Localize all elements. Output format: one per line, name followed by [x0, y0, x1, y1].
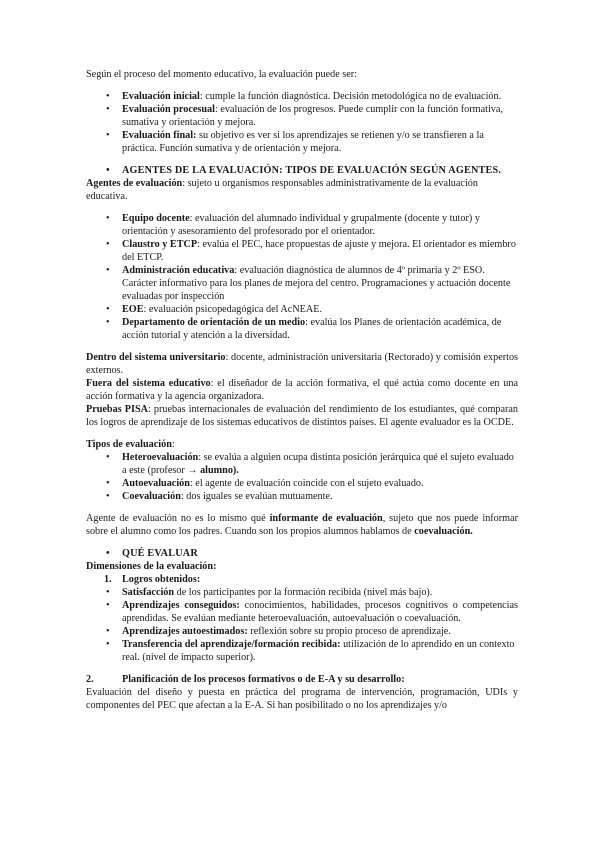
section-heading-planificacion: 2. Planificación de los procesos formativos o de E-A y su desarrollo:	[86, 674, 405, 685]
momentos-list	[86, 90, 518, 155]
list-item: • Transferencia del aprendizaje/formación recibida: utilización de lo aprendido en un contexto real. (nivel de impacto superior).	[86, 638, 518, 664]
paragraph-pisa: Pruebas PISA: pruebas internacionales de evaluación del rendimiento de los estudiantes, qué comparan los logros de aprendizaje de los sistemas educativos de distintos países. El agente evaluador es la OCDE.	[86, 404, 518, 428]
dimensiones-heading: Dimensiones de la evaluación:	[86, 561, 217, 572]
agentes-list	[86, 212, 518, 342]
dimensiones-list	[86, 586, 518, 664]
agentes-heading-list	[86, 164, 518, 177]
list-item: • Aprendizajes autoestimados: reflexión sobre su propio proceso de aprendizaje.	[86, 625, 518, 638]
list-item: 1. Logros obtenidos:	[104, 574, 201, 585]
tipos-list	[86, 451, 518, 503]
section-heading-que-evaluar: • QUÉ EVALUAR	[86, 547, 518, 560]
section-heading-agentes: • AGENTES DE LA EVALUACIÓN: TIPOS DE EVALUACIÓN SEGÚN AGENTES.	[86, 164, 518, 177]
list-item: • Evaluación procesual: evaluación de los progresos. Puede cumplir con la función formativa, sumativa y orientación y mejora.	[86, 103, 518, 129]
agentes-definition: Agentes de evaluación: sujeto u organismos responsables administrativamente de la evaluación educativa.	[86, 178, 478, 202]
intro-text: Según el proceso del momento educativo, la evaluación puede ser:	[86, 69, 358, 80]
list-item: • Claustro y ETCP: evalúa el PEC, hace propuestas de ajuste y mejora. El orientador es miembro del ETCP.	[86, 238, 518, 264]
logros-list	[86, 573, 518, 586]
paragraph-fuera-sistema: Fuera del sistema educativo: el diseñador de la acción formativa, el qué actúa como docente en una acción formativa y la agencia organizadora.	[86, 378, 518, 402]
document-page	[86, 68, 518, 712]
que-heading-list	[86, 547, 518, 560]
list-item: • Aprendizajes conseguidos: conocimientos, habilidades, procesos cognitivos o competencias aprendidas. Se evalúan mediante heteroevaluación, autoevaluación o coevaluación.	[86, 599, 518, 625]
list-item: • Satisfacción de los participantes por la formación recibida (nivel más bajo).	[86, 586, 518, 599]
list-item: • Coevaluación: dos iguales se evalúan mutuamente.	[86, 490, 518, 503]
list-item: • Evaluación final: su objetivo es ver si los aprendizajes se retienen y/o se transfieren a la práctica. Función sumativa y de orientación y mejora.	[86, 129, 518, 155]
list-item: • Departamento de orientación de un medio: evalúa los Planes de orientación académica, de acción tutorial y atención a la diversidad.	[86, 316, 518, 342]
arrow-icon: →	[187, 465, 198, 476]
paragraph-universitario: Dentro del sistema universitario: docente, administración universitaria (Rectorado) y comisión expertos externos.	[86, 352, 518, 376]
list-item: • EOE: evaluación psicopedagógica del AcNEAE.	[86, 303, 518, 316]
paragraph-informante: Agente de evaluación no es lo mismo qué informante de evaluación, sujeto que nos puede informar sobre el alumno como los padres. Cuando son los propios alumnos hablamos de coevaluación.	[86, 513, 519, 537]
list-item: • Autoevaluación: el agente de evaluación coincide con el sujeto evaluado.	[86, 477, 518, 490]
list-item: • Equipo docente: evaluación del alumnado individual y grupalmente (docente y tutor) y orientación y asesoramiento del profesorado por el orientador.	[86, 212, 518, 238]
list-item: • Evaluación inicial: cumple la función diagnóstica. Decisión metodológica no de evaluación.	[86, 90, 518, 103]
paragraph-planificacion: Evaluación del diseño y puesta en práctica del programa de intervención, programación, UDIs y componentes del PEC que afectan a la E-A. Si han posibilitado o no los aprendizajes y/o	[86, 687, 518, 711]
tipos-label: Tipos de evaluación:	[86, 439, 175, 450]
list-item: • Heteroevaluación: se evalúa a alguien ocupa distinta posición jerárquica qué el sujeto evaluado a este (profesor → alumno).	[86, 451, 518, 477]
list-item: • Administración educativa: evaluación diagnóstica de alumnos de 4º primaria y 2º ESO. Carácter informativo para los planes de mejora del centro. Programaciones y actuación docente evaluadas por inspección	[86, 264, 518, 303]
